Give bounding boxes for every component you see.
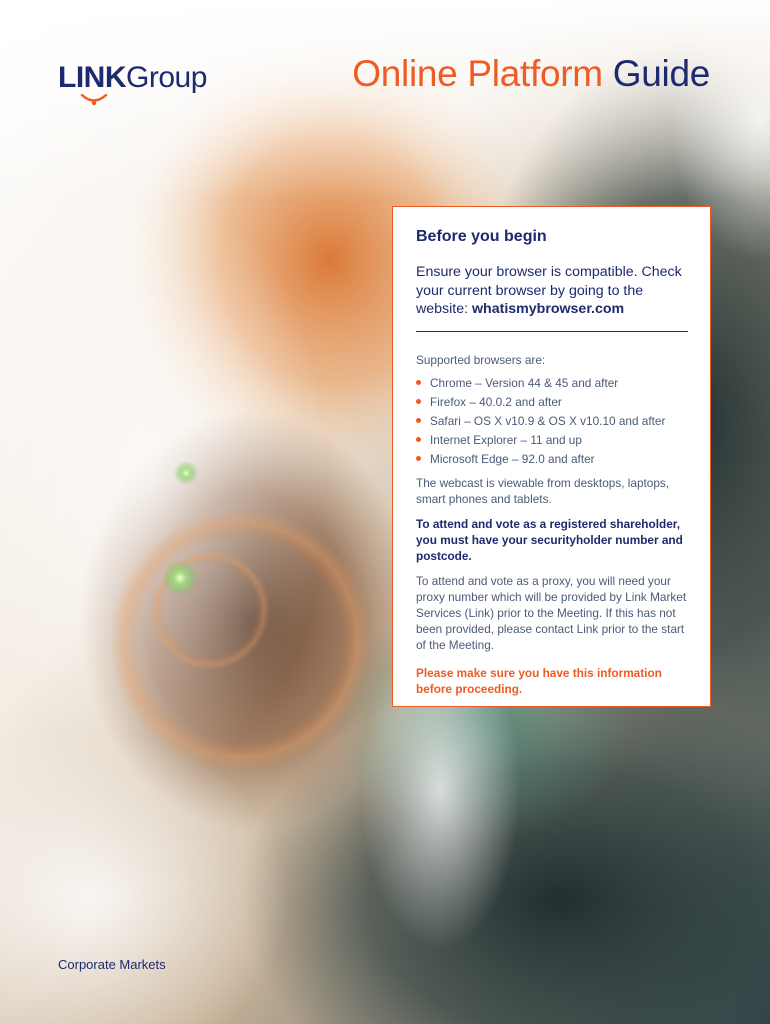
intro-text: [416, 263, 688, 319]
registered-shareholder-note: To attend and vote as a registered shareholder, you must have your securityholder number and postcode.: [416, 516, 683, 563]
link-group-logo: [58, 60, 248, 110]
list-item: [416, 374, 688, 393]
logo-smile-icon: [80, 94, 108, 106]
list-item: [416, 412, 688, 431]
logo-link-text: LINK: [58, 61, 126, 94]
browser-list: [416, 374, 688, 469]
browser-item: Microsoft Edge – 92.0 and after: [430, 451, 595, 466]
proxy-note: To attend and vote as a proxy, you will need your proxy number which will be provided by Link Market Services (Link) prior to the Meeting. If this has not been provided, please contact Link prior to the start of the Meeting.: [416, 573, 687, 652]
list-item: [416, 431, 688, 450]
browser-item: Internet Explorer – 11 and up: [430, 432, 582, 447]
list-item: [416, 393, 688, 412]
browser-item: Firefox – 40.0.2 and after: [430, 394, 562, 409]
logo-group-text: Group: [126, 61, 207, 94]
title-accent: Online Platform: [352, 53, 603, 94]
list-item: [416, 450, 688, 469]
browser-item: Chrome – Version 44 & 45 and after: [430, 375, 619, 390]
bullet-icon: [416, 399, 421, 404]
bullet-icon: [416, 380, 421, 385]
browser-item: Safari – OS X v10.9 & OS X v10.10 and after: [430, 413, 666, 428]
website-link[interactable]: whatismybrowser.com: [472, 301, 625, 317]
card-heading: Before you begin: [416, 228, 547, 245]
warning-note: Please make sure you have this information before proceeding.: [416, 665, 662, 696]
divider: [416, 331, 688, 332]
webcast-note: The webcast is viewable from desktops, laptops, smart phones and tablets.: [416, 475, 670, 506]
intro-sentence: Ensure your browser is compatible. Check your current browser by going to the website:: [416, 264, 682, 317]
page-title: [352, 52, 710, 96]
before-you-begin-card: [392, 206, 711, 707]
bullet-icon: [416, 456, 421, 461]
bullet-icon: [416, 437, 421, 442]
title-rest: Guide: [612, 53, 710, 94]
footer-label: Corporate Markets: [58, 957, 166, 972]
bullet-icon: [416, 418, 421, 423]
supported-label: Supported browsers are:: [416, 352, 546, 367]
